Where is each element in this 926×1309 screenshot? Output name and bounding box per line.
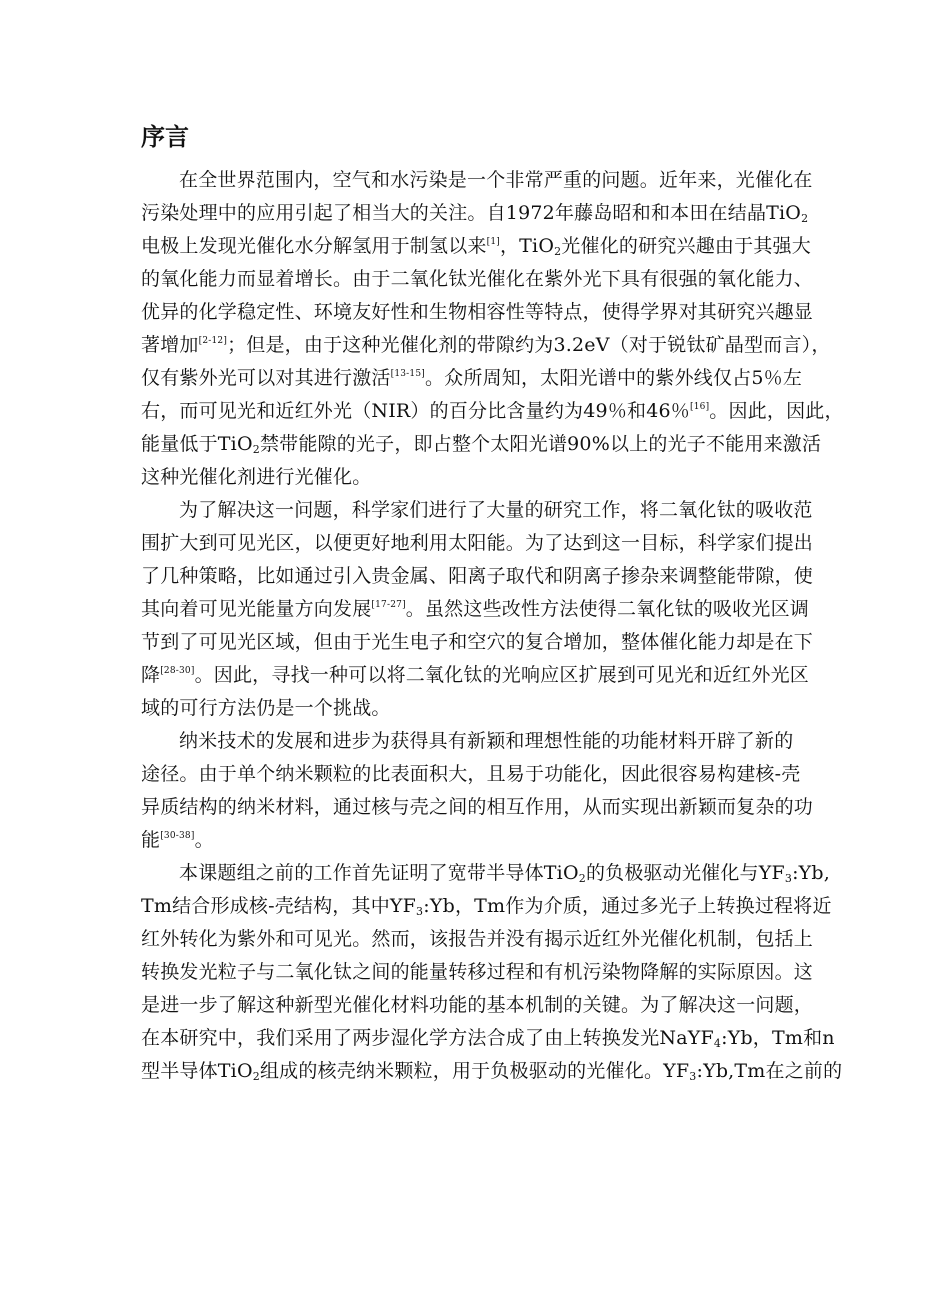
text-line: 这种光催化剂进行光催化。 xyxy=(141,466,372,488)
text-line: 红外转化为紫外和可见光。然而，该报告并没有揭示近红外光催化机制，包括上 xyxy=(141,928,814,950)
text-line: 右，而可见光和近红外光（NIR）的百分比含量约为49％和46％[16]。因此，因此， xyxy=(141,400,844,422)
text-line: 污染处理中的应用引起了相当大的关注。自1972年藤岛昭和和本田在结晶TiO$_2$ xyxy=(141,202,809,225)
paragraph xyxy=(141,164,844,494)
text-line: 在本研究中，我们采用了两步湿化学方法合成了由上转换发光NaYF$_4$:Yb，Tm和n xyxy=(141,1027,835,1050)
text-line: 转换发光粒子与二氧化钛之间的能量转移过程和有机污染物降解的实际原因。这 xyxy=(141,961,814,983)
text-line: 其向着可见光能量方向发展[17-27]。虽然这些改性方法使得二氧化钛的吸收光区调 xyxy=(141,598,809,620)
body-text xyxy=(141,164,844,1088)
text-line: 本课题组之前的工作首先证明了宽带半导体TiO$_2$的负极驱动光催化与$YF_3:Yb$, xyxy=(179,862,831,885)
text-line: 能量低于TiO$_2$禁带能隙的光子，即占整个太阳光谱90%以上的光子不能用来激活 xyxy=(141,433,822,456)
text-line: 电极上发现光催化水分解氢用于制氢以来[1]，TiO$_2$光催化的研究兴趣由于其强大 xyxy=(141,235,811,258)
text-line: 节到了可见光区域，但由于光生电子和空穴的复合增加，整体催化能力却是在下 xyxy=(141,631,814,653)
section-heading: 序言 xyxy=(141,123,189,151)
text-line: Tm结合形成核-壳结构，其中$YF_3:Yb$，Tm作为介质，通过多光子上转换过程将近 xyxy=(141,895,832,918)
paragraph xyxy=(141,857,843,1088)
paragraph xyxy=(141,725,814,857)
text-line: 了几种策略，比如通过引入贵金属、阳离子取代和阴离子掺杂来调整能带隙，使 xyxy=(141,565,814,587)
text-line: 异质结构的纳米材料，通过核与壳之间的相互作用，从而实现出新颖而复杂的功 xyxy=(141,796,814,818)
text-line: 域的可行方法仍是一个挑战。 xyxy=(141,697,391,719)
text-line: 在全世界范围内，空气和水污染是一个非常严重的问题。近年来，光催化在 xyxy=(179,169,813,191)
text-line: 途径。由于单个纳米颗粒的比表面积大，且易于功能化，因此很容易构建核-壳 xyxy=(141,763,801,785)
text-line: 纳米技术的发展和进步为获得具有新颖和理想性能的功能材料开辟了新的 xyxy=(179,730,794,752)
text-line: 著增加[2-12]；但是，由于这种光催化剂的带隙约为3.2eV（对于锐钛矿晶型而言）， xyxy=(141,334,831,356)
text-line: 降[28-30]。因此，寻找一种可以将二氧化钛的光响应区扩展到可见光和近红外光区 xyxy=(141,664,809,686)
paragraph xyxy=(141,494,814,725)
text-line: 围扩大到可见光区，以便更好地利用太阳能。为了达到这一目标，科学家们提出 xyxy=(141,532,814,554)
text-line: 优异的化学稳定性、环境友好性和生物相容性等特点，使得学界对其研究兴趣显 xyxy=(141,301,814,323)
text-line: 的氧化能力而显着增长。由于二氧化钛光催化在紫外光下具有很强的氧化能力、 xyxy=(141,268,814,290)
text-line: 能[30-38]。 xyxy=(141,829,214,851)
text-line: 仅有紫外光可以对其进行激活[13-15]。众所周知，太阳光谱中的紫外线仅占5％左 xyxy=(141,367,803,389)
text-line: 是进一步了解这种新型光催化材料功能的基本机制的关键。为了解决这一问题， xyxy=(141,994,814,1016)
text-line: 为了解决这一问题，科学家们进行了大量的研究工作，将二氧化钛的吸收范 xyxy=(179,499,813,521)
text-line: 型半导体TiO$_2$组成的核壳纳米颗粒，用于负极驱动的光催化。$YF_3:Yb,Tm$在之前的 xyxy=(141,1060,843,1083)
